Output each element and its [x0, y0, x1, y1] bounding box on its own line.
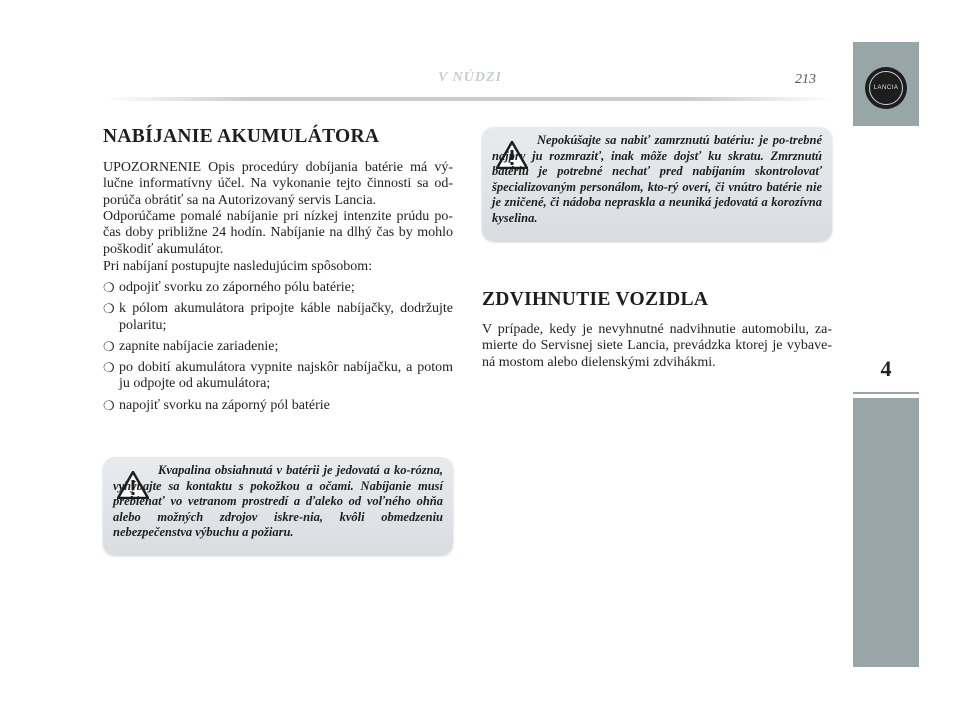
battery-advice-paragraph: Odporúčame pomalé nabíjanie pri nízkej intenzite prúdu po-čas doby približne 24 hodín. Nabíjanie na dlhý čas by mohlo poškodiť akumulátor.	[103, 209, 453, 257]
bullet-circle-icon: ❍	[103, 301, 115, 317]
running-header-title: V NÚDZI	[438, 70, 502, 85]
list-item: ❍ napojiť svorku na záporný pól batérie	[103, 397, 330, 413]
procedure-lead-text: Pri nabíjaní postupujte nasledujúcim spôsobom:	[103, 259, 373, 274]
lancia-logo-icon	[865, 67, 907, 109]
battery-acid-warning-box	[103, 457, 453, 555]
vehicle-lifting-paragraph: V prípade, kedy je nevyhnutné nadvihnutie automobilu, za-mierte do Servisnej siete Lancia, prevádzka ktorej je vybave-ná mostom alebo dielenskými zdvihákmi.	[482, 322, 832, 370]
battery-intro-paragraph: UPOZORNENIE Opis procedúry dobíjania batérie má vý-lučne informatívny účel. Na vykonanie tejto činnosti sa od-porúča obrátiť sa na Autorizovaný servis Lancia.	[103, 160, 453, 208]
list-item: ❍ odpojiť svorku zo záporného pólu batérie;	[103, 280, 355, 295]
lancia-logo-text: LANCIA	[869, 71, 903, 105]
section-heading-battery-charging: NABÍJANIE AKUMULÁTORA	[103, 126, 380, 147]
frozen-battery-warning-box	[482, 127, 832, 241]
bullet-circle-icon: ❍	[103, 397, 115, 413]
sidebar-divider	[853, 394, 919, 398]
list-item: ❍ zapnite nabíjacie zariadenie;	[103, 338, 279, 354]
header-rule	[105, 97, 835, 101]
chapter-tab	[853, 126, 919, 392]
frozen-battery-warning-text: Nepokúšajte sa nabiť zamrznutú batériu: je po-trebné najprv ju rozmraziť, inak môže dojsť ku skratu. Zmrznutú batériu je potrebné nechať pred nabíjaním skontrolovať špecializovaným personálom, kto-rý overí, či vnútro batérie nie je zničené, či nádoba nepraskla a neuniká jedovatá a korozívna kyselina.	[492, 133, 822, 225]
chapter-number: 4	[880, 356, 892, 381]
battery-acid-warning-text: Kvapalina obsiahnutá v batérii je jedovatá a ko-rózna, vyhýbajte sa kontaktu s pokožkou a očami. Nabíjanie musí prebiehať vo vetranom prostredí a ďaleko od voľného ohňa alebo možných zdrojov iskre-nia, kvôli obmedzeniu nebezpečenstva výbuchu a požiaru.	[113, 463, 443, 539]
list-item: ❍ k pólom akumulátora pripojte káble nabíjačky, dodržujte polaritu;	[103, 301, 453, 333]
bullet-circle-icon: ❍	[103, 338, 115, 354]
page-number: 213	[795, 72, 816, 87]
section-heading-vehicle-lifting: ZDVIHNUTIE VOZIDLA	[482, 289, 709, 310]
charging-steps-list	[103, 280, 453, 419]
bullet-circle-icon: ❍	[103, 280, 115, 295]
bullet-circle-icon: ❍	[103, 360, 115, 376]
list-item: ❍ po dobití akumulátora vypnite najskôr nabíjačku, a potom ju odpojte od akumulátora;	[103, 360, 453, 392]
